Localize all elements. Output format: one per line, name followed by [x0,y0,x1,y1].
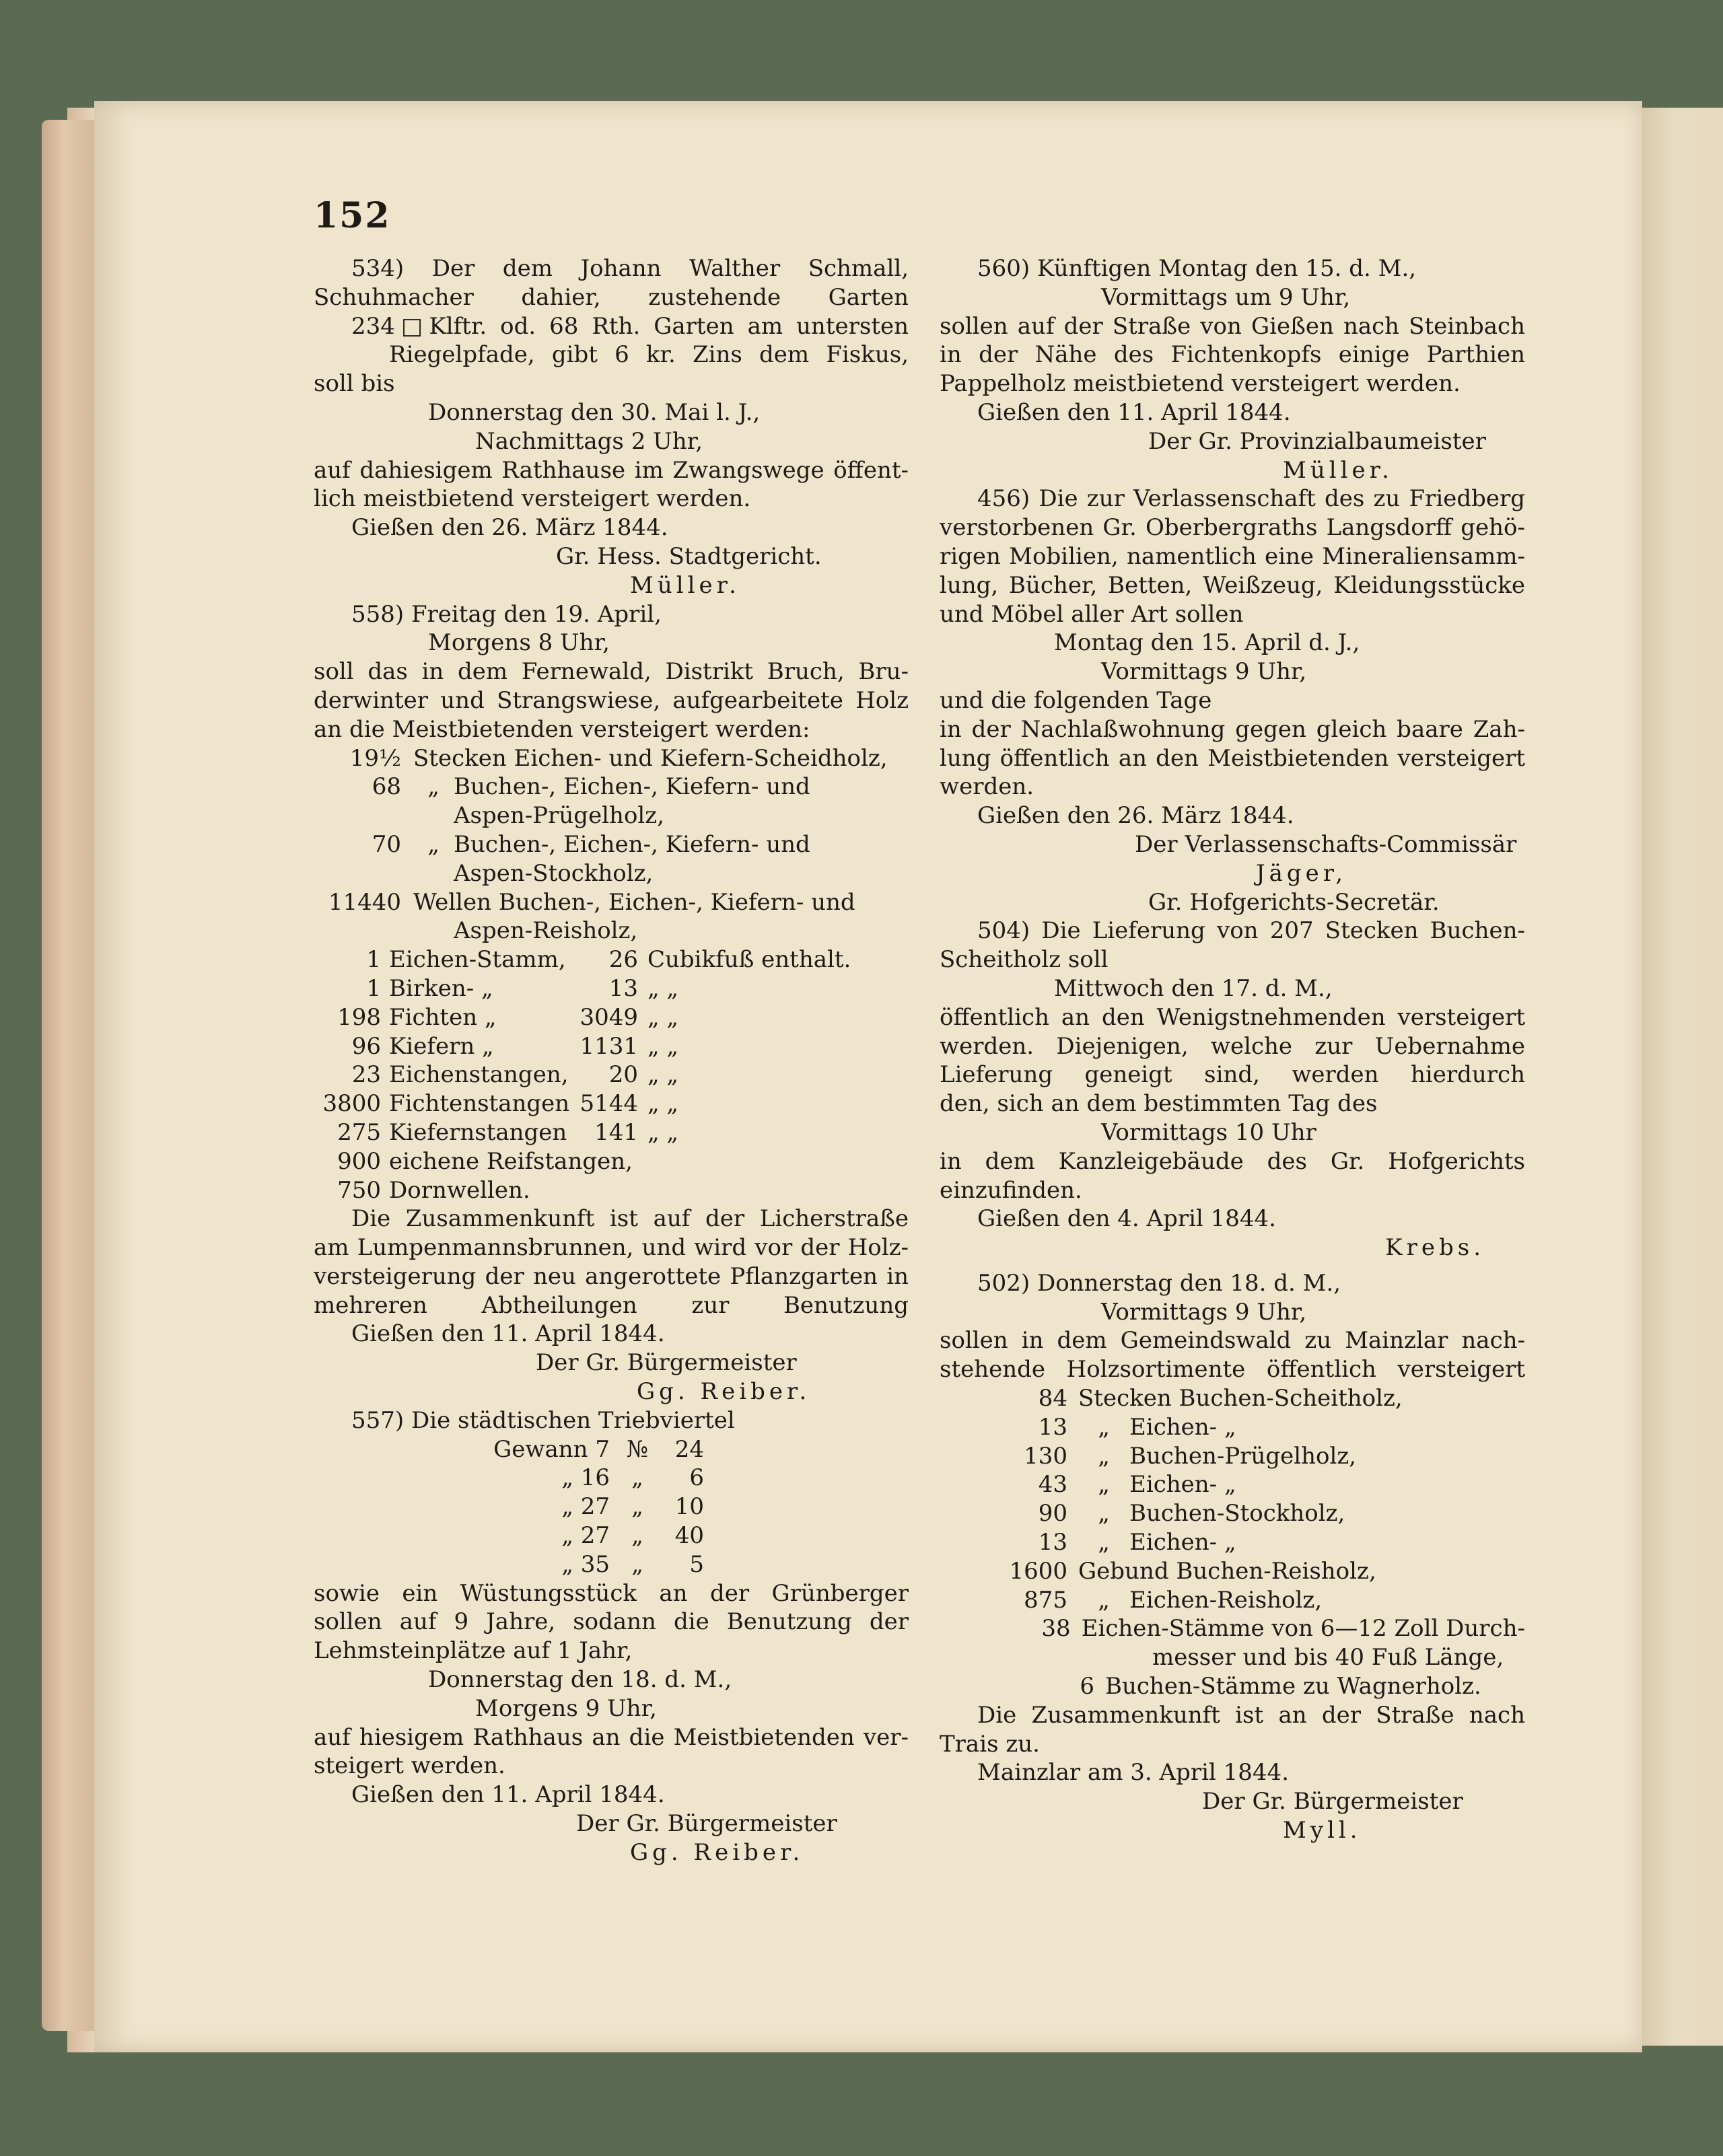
text-line: lung öffentlich an den Meistbietenden versteigert [940,744,1525,772]
text-line: lich meistbietend versteigert werden. [314,485,751,513]
notice-heading: 560) Künftigen Montag den 15. d. M., [977,255,1417,282]
text-line: werden. Diejenigen, welche zur Uebernahme [940,1032,1525,1060]
facing-page-edge [1642,108,1723,2046]
list-item: 90 „ Buchen-Stockholz, [1038,1500,1345,1528]
notice-heading: 456) Die zur Verlassenschaft des zu Friedberg [977,485,1525,513]
place-date: Gießen den 26. März 1844. [977,802,1294,830]
text-line: Lieferung geneigt sind, werden hierdurch [940,1061,1525,1089]
text-line: sollen auf der Straße von Gießen nach Steinbach [940,312,1525,340]
text-line: verstorbenen Gr. Oberbergraths Langsdorff gehö- [940,514,1525,542]
list-item: 68 „ Buchen-, Eichen-, Kiefern- und [372,773,810,801]
notice-502 [940,1269,1525,1845]
time-line: Vormittags 9 Uhr, [1101,658,1307,686]
notice-560 [940,254,1525,484]
table-row: „ 16 „ 6 [561,1464,704,1492]
time-line: Morgens 9 Uhr, [475,1694,657,1722]
signatory-office: Gr. Hess. Stadtgericht. [556,542,822,570]
signatory-name: Krebs. [1385,1234,1485,1262]
text-line: Die Zusammenkunft ist auf der Licherstraße [351,1205,909,1233]
table-row: 198 Fichten „ 3049 „ „ [337,1003,679,1031]
text-line: Trais zu. [940,1730,1040,1758]
table-row: 900 eichene Reifstangen, [337,1147,633,1175]
text-line: sowie ein Wüstungsstück an der Grünberger [314,1579,909,1607]
text-line: mehreren Abtheilungen zur Benutzung [314,1291,909,1319]
notice-456 [940,484,1525,917]
signatory-name: Gg. Reiber. [630,1838,804,1866]
time-line: Vormittags um 9 Uhr, [1101,283,1351,311]
text-line: werden. [940,773,1034,801]
text-line: Pappelholz meistbietend versteigert werden. [940,370,1461,398]
date-line: Mittwoch den 17. d. M., [1054,974,1333,1002]
text-line: versteigerung der neu angerottete Pflanzgarten in [314,1262,909,1290]
wood-list [314,744,909,946]
list-item: 1600 Gebund Buchen-Reisholz, [1009,1557,1376,1585]
place-date: Gießen den 4. April 1844. [977,1205,1276,1233]
text-line: öffentlich an den Wenigstnehmenden versteigert [940,1003,1525,1031]
table-row: „ 27 „ 10 [561,1493,704,1521]
timber-table [314,945,909,1205]
text-line: stehende Holzsortimente öffentlich versteigert [940,1356,1525,1384]
text-line: Scheitholz soll [940,946,1109,974]
text-line: auf dahiesigem Rathhause im Zwangswege öffent- [314,456,909,484]
text-line: an die Meistbietenden versteigert werden: [314,715,810,743]
table-row: 23 Eichenstangen, 20 „ „ [351,1061,679,1089]
time-line: Vormittags 9 Uhr, [1101,1298,1307,1326]
notice-heading: 504) Die Lieferung von 207 Stecken Buchen- [977,917,1525,945]
signatory-name: Jäger, [1256,859,1347,887]
notice-heading: 502) Donnerstag den 18. d. M., [977,1269,1341,1297]
text-line: 234□Klftr. od. 68 Rth. Garten am untersten [351,312,909,340]
list-item: 130 „ Buchen-Prügelholz, [1024,1442,1357,1470]
table-row: 3800 Fichtenstangen 5144 „ „ [322,1090,679,1118]
place-date: Gießen den 11. April 1844. [977,398,1291,426]
text-line: soll bis [314,370,395,398]
text-line: den, sich an dem bestimmten Tag des [940,1090,1378,1118]
table-row: 1 Eichen-Stamm, 26 Cubikfuß enthalt. [366,946,851,974]
text-line: in der Nachlaßwohnung gegen gleich baare Zah- [940,715,1525,743]
date-line: Donnerstag den 18. d. M., [428,1666,732,1694]
time-line: Nachmittags 2 Uhr, [475,427,703,455]
list-item: 875 „ Eichen-Reisholz, [1024,1586,1323,1614]
list-item: 19½ Stecken Eichen- und Kiefern-Scheidholz, [349,744,888,772]
list-item: 38 Eichen-Stämme von 6—12 Zoll Durch- [1041,1615,1525,1643]
date-line: Donnerstag den 30. Mai l. J., [428,398,761,426]
text-line: und die folgenden Tage [940,686,1212,714]
signatory-name: Gg. Reiber. [637,1378,811,1406]
notice-heading: 557) Die städtischen Triebviertel [351,1406,735,1434]
text-line: 534) Der dem Johann Walther Schmall, [351,255,909,282]
table-row: 750 Dornwellen. [337,1176,530,1204]
signatory-office: Der Gr. Bürgermeister [1202,1788,1463,1816]
right-column [940,254,1525,1845]
table-row: 275 Kiefernstangen 141 „ „ [337,1118,679,1146]
list-item: 11440 Wellen Buchen-, Eichen-, Kiefern- und [328,888,855,916]
place-date: Gießen den 11. April 1844. [351,1781,665,1809]
page-number: 152 [314,195,391,236]
text-line: Riegelpfade, gibt 6 kr. Zins dem Fiskus, [389,341,909,369]
wood-list [940,1384,1525,1701]
list-item: 84 Stecken Buchen-Scheitholz, [1038,1385,1403,1412]
list-item: 13 „ Eichen- „ [1038,1529,1236,1556]
list-item: Aspen-Reisholz, [454,917,638,945]
text-line: sollen in dem Gemeindswald zu Mainzlar nach- [940,1327,1525,1355]
left-column [314,254,909,1867]
list-item: messer und bis 40 Fuß Länge, [1152,1644,1504,1672]
text-line: Die Zusammenkunft ist an der Straße nach [977,1701,1525,1729]
text-line: steigert werden. [314,1752,505,1780]
gewann-table [314,1435,909,1579]
text-line: in dem Kanzleigebäude des Gr. Hofgerichts [940,1147,1525,1175]
text-line: auf hiesigem Rathhaus an die Meistbietenden ver- [314,1723,909,1751]
text-line: Schuhmacher dahier, zustehende Garten [314,283,909,311]
text-line: einzufinden. [940,1176,1082,1204]
signatory-office: Der Verlassenschafts-Commissär [1135,830,1517,858]
signatory-name: Myll. [1283,1817,1362,1844]
signatory-name: Müller. [630,571,740,599]
place-date: Mainzlar am 3. April 1844. [977,1759,1290,1787]
signatory-office: Der Gr. Bürgermeister [576,1810,837,1838]
notice-534 [314,254,909,600]
signatory-office: Der Gr. Provinzialbaumeister [1148,427,1486,455]
table-row: „ 35 „ 5 [561,1550,704,1578]
notice-504 [940,917,1525,1262]
list-item: Aspen-Prügelholz, [454,802,665,830]
text-line: und Möbel aller Art sollen [940,600,1244,628]
list-item: 70 „ Buchen-, Eichen-, Kiefern- und [372,830,810,858]
signatory-name: Müller. [1283,456,1393,484]
text-line: lung, Bücher, Betten, Weißzeug, Kleidungsstücke [940,571,1525,599]
list-item: 13 „ Eichen- „ [1038,1413,1236,1441]
text-line: derwinter und Strangswiese, aufgearbeitete Holz [314,686,909,714]
text-line: soll das in dem Fernewald, Distrikt Bruch, Bru- [314,658,909,686]
signatory-title: Gr. Hofgerichts-Secretär. [1148,888,1440,916]
date-line: Montag den 15. April d. J., [1054,629,1360,657]
signatory-office: Der Gr. Bürgermeister [536,1349,797,1377]
table-row: 96 Kiefern „ 1131 „ „ [351,1032,679,1060]
table-row: „ 27 „ 40 [561,1522,704,1550]
table-row: Gewann 7 № 24 [493,1435,704,1463]
text-line: sollen auf 9 Jahre, sodann die Benutzung der [314,1608,909,1636]
list-item: 43 „ Eichen- „ [1038,1471,1236,1499]
place-date: Gießen den 11. April 1844. [351,1320,665,1348]
text-line: rigen Mobilien, namentlich eine Mineraliensamm- [940,542,1525,570]
time-line: Vormittags 10 Uhr [1101,1118,1316,1146]
text-line: Lehmsteinplätze auf 1 Jahr, [314,1637,633,1665]
place-date: Gießen den 26. März 1844. [351,514,668,542]
notice-heading: 558) Freitag den 19. April, [351,600,662,628]
text-line: am Lumpenmannsbrunnen, und wird vor der Holz- [314,1234,909,1262]
text-line: in der Nähe des Fichtenkopfs einige Parthien [940,341,1525,369]
list-item: 6 Buchen-Stämme zu Wagnerholz. [1080,1673,1481,1700]
notice-558 [314,600,909,1406]
notice-557 [314,1406,909,1867]
table-row: 1 Birken- „ 13 „ „ [366,974,679,1002]
time-line: Morgens 8 Uhr, [428,629,610,657]
list-item: Aspen-Stockholz, [454,859,654,887]
